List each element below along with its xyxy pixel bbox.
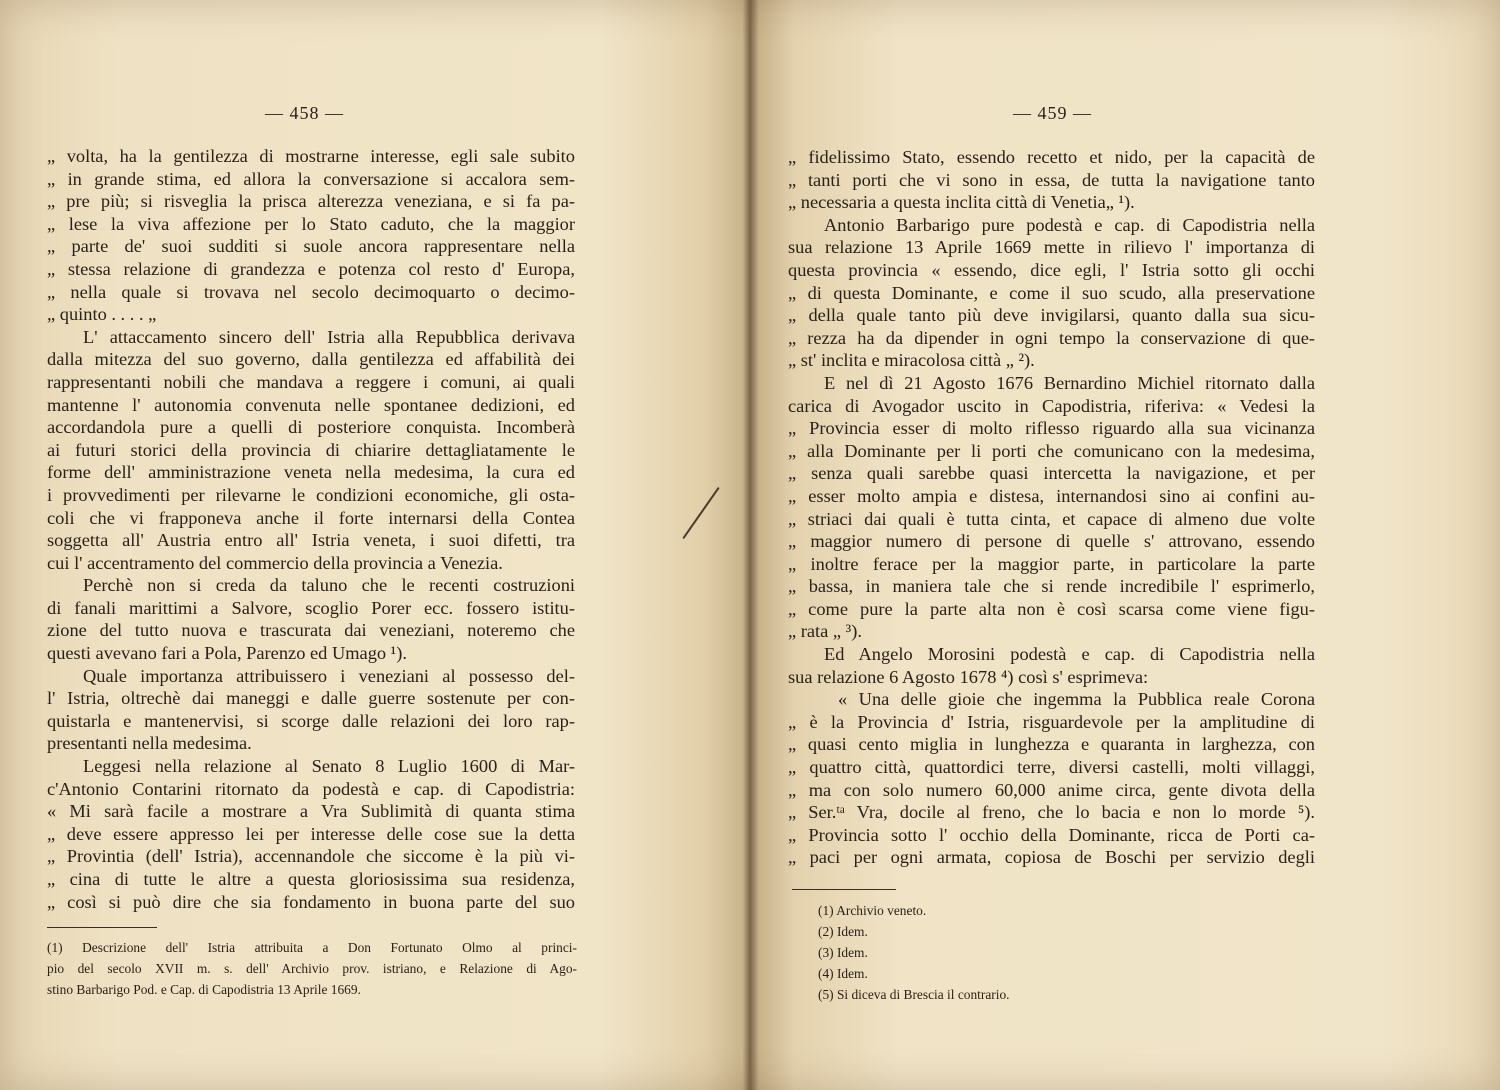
footnote-rule — [47, 927, 157, 928]
text-line: E nel dì 21 Agosto 1676 Bernardino Michiel ritornato dalla — [824, 372, 1315, 393]
footnote-line: (5) Si diceva di Brescia il contrario. — [818, 987, 1010, 1002]
footnote-line: pio del secolo XVII m. s. dell' Archivio prov. istriano, e Relazione di Ago- — [47, 961, 577, 976]
text-line: sua relazione 13 Aprile 1669 mette in rilievo l' importanza di — [788, 237, 1315, 258]
text-line: Leggesi nella relazione al Senato 8 Luglio 1600 di Mar- — [83, 756, 575, 777]
text-line: „ nella quale si trovava nel secolo decimoquarto o decimo- — [47, 281, 575, 302]
text-line: Perchè non si creda da taluno che le recenti costruzioni — [83, 575, 575, 596]
text-line: „ parte de' suoi sudditi si suole ancora rappresentare nella — [47, 236, 575, 257]
footnote-line: (1) Descrizione dell' Istria attribuita a Don Fortunato Olmo al princi- — [47, 940, 577, 955]
text-line: accordandola pure a quelli di posteriore conquista. Incomberà — [47, 417, 575, 438]
text-line: presentanti nella medesima. — [47, 733, 252, 754]
text-line: „ paci per ogni armata, copiosa de Boschi per servizio degli — [788, 847, 1315, 868]
page-number: — 459 — — [1013, 103, 1092, 123]
text-line: „ quattro città, quattordici terre, diversi castelli, molti villaggi, — [788, 757, 1315, 778]
text-line: cui l' accentramento del commercio della provincia a Venezia. — [47, 552, 503, 573]
text-line: « Mi sarà facile a mostrare a Vra Sublimità di quanta stima — [47, 801, 575, 822]
text-line: „ quinto . . . . „ — [47, 304, 157, 325]
text-line: di fanali marittimi a Salvore, scoglio Porer ecc. fossero istitu- — [47, 597, 575, 618]
page-number: — 458 — — [265, 103, 344, 123]
right-page — [690, 0, 1500, 1090]
text-line: dalla mitezza del suo governo, dalla gentilezza ed affabilità dei — [47, 349, 575, 370]
text-line: „ alla Dominante per li porti che comunicano con la medesima, — [788, 440, 1315, 461]
text-line: „ in grande stima, ed allora la conversazione si accalora sem- — [47, 168, 575, 189]
text-line: l' Istria, oltrechè dai maneggi e dalle guerre sostenute per con- — [47, 688, 575, 709]
footnote-line: (1) Archivio veneto. — [818, 903, 927, 918]
text-line: soggetta all' Austria entro all' Istria veneta, i suoi difetti, tra — [47, 530, 575, 551]
text-line: Ed Angelo Morosini podestà e cap. di Capodistria nella — [824, 644, 1315, 665]
text-line: „ come pure la parte alta non è così scarsa come viene figu- — [788, 598, 1315, 619]
text-line: c'Antonio Contarini ritornato da podestà e cap. di Capodistria: — [47, 778, 575, 799]
text-line: « Una delle gioie che ingemma la Pubblica reale Corona — [838, 689, 1315, 710]
text-line: „ stessa relazione di grandezza e potenza col resto d' Europa, — [47, 258, 575, 279]
text-line: „ necessaria a questa inclita città di Venetia„ ¹). — [788, 192, 1135, 213]
text-line: carica di Avogador uscito in Capodistria, riferiva: « Vedesi la — [788, 395, 1315, 416]
text-line: „ maggior numero di persone di quelle s' attrovano, essendo — [788, 531, 1315, 552]
footnote-rule — [792, 889, 896, 890]
footnotes — [818, 900, 1318, 1005]
text-line: rappresentanti nobili che mandava a reggere i comuni, ai quali — [47, 371, 575, 392]
text-line: „ striaci dai quali è tutta cinta, et capace di almeno due volte — [788, 508, 1315, 529]
text-line: „ quasi cento miglia in lunghezza e quaranta in larghezza, con — [788, 734, 1315, 755]
text-line: mantenne l' autonomia convenuta nelle spontanee dedizioni, ed — [47, 394, 575, 415]
page-body-text — [788, 146, 1315, 869]
left-page — [0, 0, 670, 1090]
text-line: „ cina di tutte le altre a questa gloriosissima sua residenza, — [47, 869, 575, 889]
text-line: „ Provincia esser di molto riflesso riguardo alla sua vicinanza — [788, 418, 1315, 439]
text-line: sua relazione 6 Agosto 1678 ⁴) così s' esprimeva: — [788, 666, 1149, 687]
text-line: quistarla e mantenervisi, si scorge dalle relazioni dei loro rap- — [47, 710, 575, 731]
footnotes — [47, 937, 577, 1000]
text-line: „ inoltre ferace per la maggior parte, in particolare la parte — [788, 553, 1315, 574]
text-line: Quale importanza attribuissero i veneziani al possesso del- — [83, 665, 575, 686]
text-line: „ senza quali sarebbe quasi intercetta la navigazione, et per — [788, 463, 1315, 484]
text-line: „ rezza ha da dipender in ogni tempo la conservazione di que- — [788, 327, 1315, 348]
text-line: „ bassa, in maniera tale che si rende incredibile l' esprimerlo, — [788, 576, 1315, 597]
text-line: „ deve essere appresso lei per interesse delle cose sue la detta — [47, 823, 575, 844]
footnote-line: (2) Idem. — [818, 924, 868, 939]
text-line: „ pre più; si risveglia la prisca alterezza veneziana, e si fa pa- — [47, 191, 575, 212]
text-line: i provvedimenti per rilevarne le condizioni economiche, gli osta- — [47, 484, 575, 505]
text-line: „ esser molto ampia e distesa, internandosi sino ai confini au- — [788, 485, 1315, 506]
text-line: coli che vi frapponeva anche il forte internarsi della Contea — [47, 507, 575, 528]
text-line: forme dell' amministrazione veneta nella medesima, la cura ed — [47, 462, 575, 483]
text-line: zione del tutto nuova e trascurata dai veneziani, noteremo che — [47, 620, 575, 641]
footnote-line: stino Barbarigo Pod. e Cap. di Capodistria 13 Aprile 1669. — [47, 982, 361, 997]
footnote-line: (4) Idem. — [818, 966, 868, 981]
text-line: „ tanti porti che vi sono in essa, de tutta la navigatione tanto — [788, 169, 1315, 190]
text-line: Antonio Barbarigo pure podestà e cap. di Capodistria nella — [824, 214, 1315, 235]
text-line: „ Ser.ᵗᵃ Vra, docile al freno, che lo bacia e non lo morde ⁵). — [788, 802, 1315, 823]
text-line: „ rata „ ³). — [788, 621, 862, 642]
text-line: questa provincia « essendo, dice egli, l' Istria sotto gli occhi — [788, 259, 1315, 280]
text-line: „ lese la viva affezione per lo Stato caduto, che la maggior — [47, 213, 575, 234]
text-line: „ ma con solo numero 60,000 anime circa, gente divota della — [788, 779, 1315, 800]
text-line: „ fidelissimo Stato, essendo recetto et nido, per la capacità de — [788, 147, 1315, 167]
text-line: ai futuri storici della provincia di chiarire dettagliatamente le — [47, 439, 575, 460]
text-line: questi avevano fari a Pola, Parenzo ed Umago ¹). — [47, 643, 407, 664]
text-line: „ è la Provincia d' Istria, risguardevole per la amplitudine di — [788, 711, 1315, 732]
footnote-line: (3) Idem. — [818, 945, 868, 960]
text-line: „ Provintia (dell' Istria), accennandole che siccome è la più vi- — [47, 846, 575, 867]
text-line: „ della quale tanto più deve invigilarsi, quanto dalla sua sicu- — [788, 305, 1315, 326]
text-line: „ di questa Dominante, e come il suo scudo, alla preservatione — [788, 282, 1315, 303]
text-line: „ volta, ha la gentilezza di mostrarne interesse, egli sale subito — [47, 146, 575, 166]
text-line: L' attaccamento sincero dell' Istria alla Repubblica derivava — [83, 326, 575, 347]
text-line: „ st' inclita e miracolosa città „ ²). — [788, 350, 1035, 371]
text-line: „ Provincia sotto l' occhio della Dominante, ricca de Porti ca- — [788, 824, 1315, 845]
text-line: „ così si può dire che sia fondamento in buona parte del suo — [47, 891, 575, 912]
page-body-text — [47, 145, 575, 913]
